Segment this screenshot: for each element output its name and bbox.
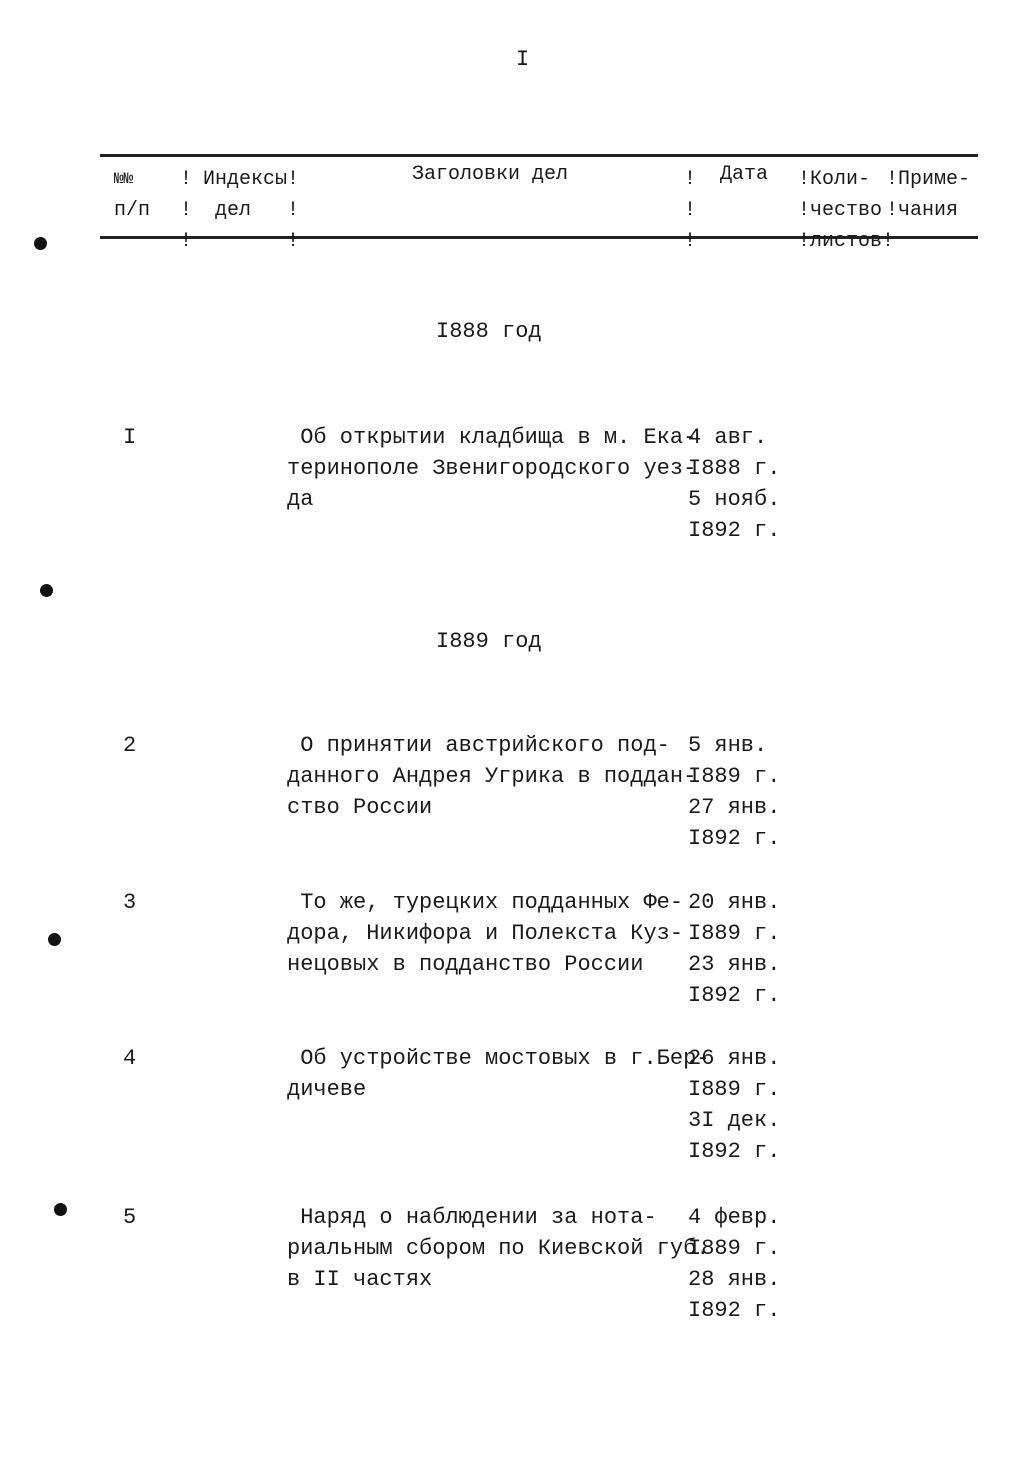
entry-date-line: 23 янв. <box>688 952 781 977</box>
entry-number: 5 <box>123 1205 137 1230</box>
entry-title-line: риальным сбором по Киевской губ. <box>287 1236 710 1261</box>
header-index-line: Индексы! <box>203 168 300 191</box>
entry-date-line: 28 янв. <box>688 1267 781 1292</box>
entry-title <box>287 1202 709 1295</box>
page-number: I <box>516 47 530 72</box>
entry-title-line: нецовых в подданство России <box>287 952 644 977</box>
punch-hole <box>40 584 53 597</box>
entry-date-line: I892 г. <box>688 518 781 543</box>
entry-date-line: I889 г. <box>688 921 781 946</box>
header-count-line: !Коли- <box>798 168 871 191</box>
entry-title-line: теринополе Звенигородского уез- <box>287 456 697 481</box>
header-date: Дата <box>720 163 769 186</box>
entry-date-line: 3I дек. <box>688 1108 781 1133</box>
header-index-line: ! <box>203 230 300 253</box>
entry-date-line: I889 г. <box>688 1077 781 1102</box>
sep: ! <box>180 168 193 191</box>
entry-number: 3 <box>123 890 137 915</box>
entry-date-line: 20 янв. <box>688 890 781 915</box>
entry-number: 4 <box>123 1046 137 1071</box>
punch-hole <box>54 1203 67 1216</box>
entry-date-line: I889 г. <box>688 1236 781 1261</box>
entry-date <box>688 730 780 854</box>
entry-date-line: 5 нояб. <box>688 487 781 512</box>
entry-title-line: да <box>287 487 314 512</box>
entry-title <box>287 730 696 823</box>
entry-title-line: дора, Никифора и Полекста Куз- <box>287 921 684 946</box>
entry-title-line: Наряд о наблюдении за нота- <box>287 1205 657 1230</box>
header-top-rule <box>100 154 978 157</box>
entry-title <box>287 422 696 515</box>
entry-title-line: Об устройстве мостовых в г.Бер- <box>287 1046 710 1071</box>
entry-title-line: О принятии австрийского под- <box>287 733 670 758</box>
entry-number: 2 <box>123 733 137 758</box>
header-sep <box>180 164 192 257</box>
header-num-line: №№ <box>114 170 134 188</box>
header-notes-line: !чания <box>886 199 959 222</box>
entry-date-line: 4 февр. <box>688 1205 781 1230</box>
header-title: Заголовки дел <box>412 163 569 186</box>
sep: ! <box>180 199 193 222</box>
entry-date-line: 27 янв. <box>688 795 781 820</box>
entry-title-line: ство России <box>287 795 433 820</box>
entry-date-line: 5 янв. <box>688 733 768 758</box>
header-count <box>798 164 894 257</box>
entry-title <box>287 887 683 980</box>
year-heading: I888 год <box>436 319 542 344</box>
entry-date-line: I892 г. <box>688 826 781 851</box>
entry-date <box>688 1202 780 1326</box>
entry-date-line: 4 авг. <box>688 425 768 450</box>
entry-date-line: 26 янв. <box>688 1046 781 1071</box>
header-count-line: !листов! <box>798 230 895 253</box>
entry-date <box>688 422 780 546</box>
entry-date-line: I892 г. <box>688 1298 781 1323</box>
entry-date-line: I888 г. <box>688 456 781 481</box>
entry-title-line: данного Андрея Угрика в поддан- <box>287 764 697 789</box>
punch-hole <box>48 933 61 946</box>
sep: ! <box>180 230 193 253</box>
header-notes <box>886 164 970 226</box>
entry-title-line: в II частях <box>287 1267 433 1292</box>
sep: ! <box>684 230 697 253</box>
entry-date-line: I889 г. <box>688 764 781 789</box>
sep: ! <box>684 168 697 191</box>
header-sep <box>684 164 696 257</box>
entry-number: I <box>123 425 137 450</box>
entry-date-line: I892 г. <box>688 1139 781 1164</box>
entry-title-line: дичеве <box>287 1077 367 1102</box>
header-index <box>203 164 299 257</box>
entry-title-line: Об открытии кладбища в м. Ека- <box>287 425 697 450</box>
header-count-line: !чество <box>798 199 883 222</box>
entry-title <box>287 1043 709 1105</box>
year-heading: I889 год <box>436 629 542 654</box>
entry-date <box>688 887 780 1011</box>
header-num-line: п/п <box>114 199 151 222</box>
sep: ! <box>684 199 697 222</box>
header-num <box>114 164 150 226</box>
punch-hole <box>34 237 47 250</box>
header-notes-line: !Приме- <box>886 168 971 191</box>
entry-date-line: I892 г. <box>688 983 781 1008</box>
entry-title-line: То же, турецких подданных Фе- <box>287 890 684 915</box>
header-index-line: дел ! <box>203 199 300 222</box>
entry-date <box>688 1043 780 1167</box>
